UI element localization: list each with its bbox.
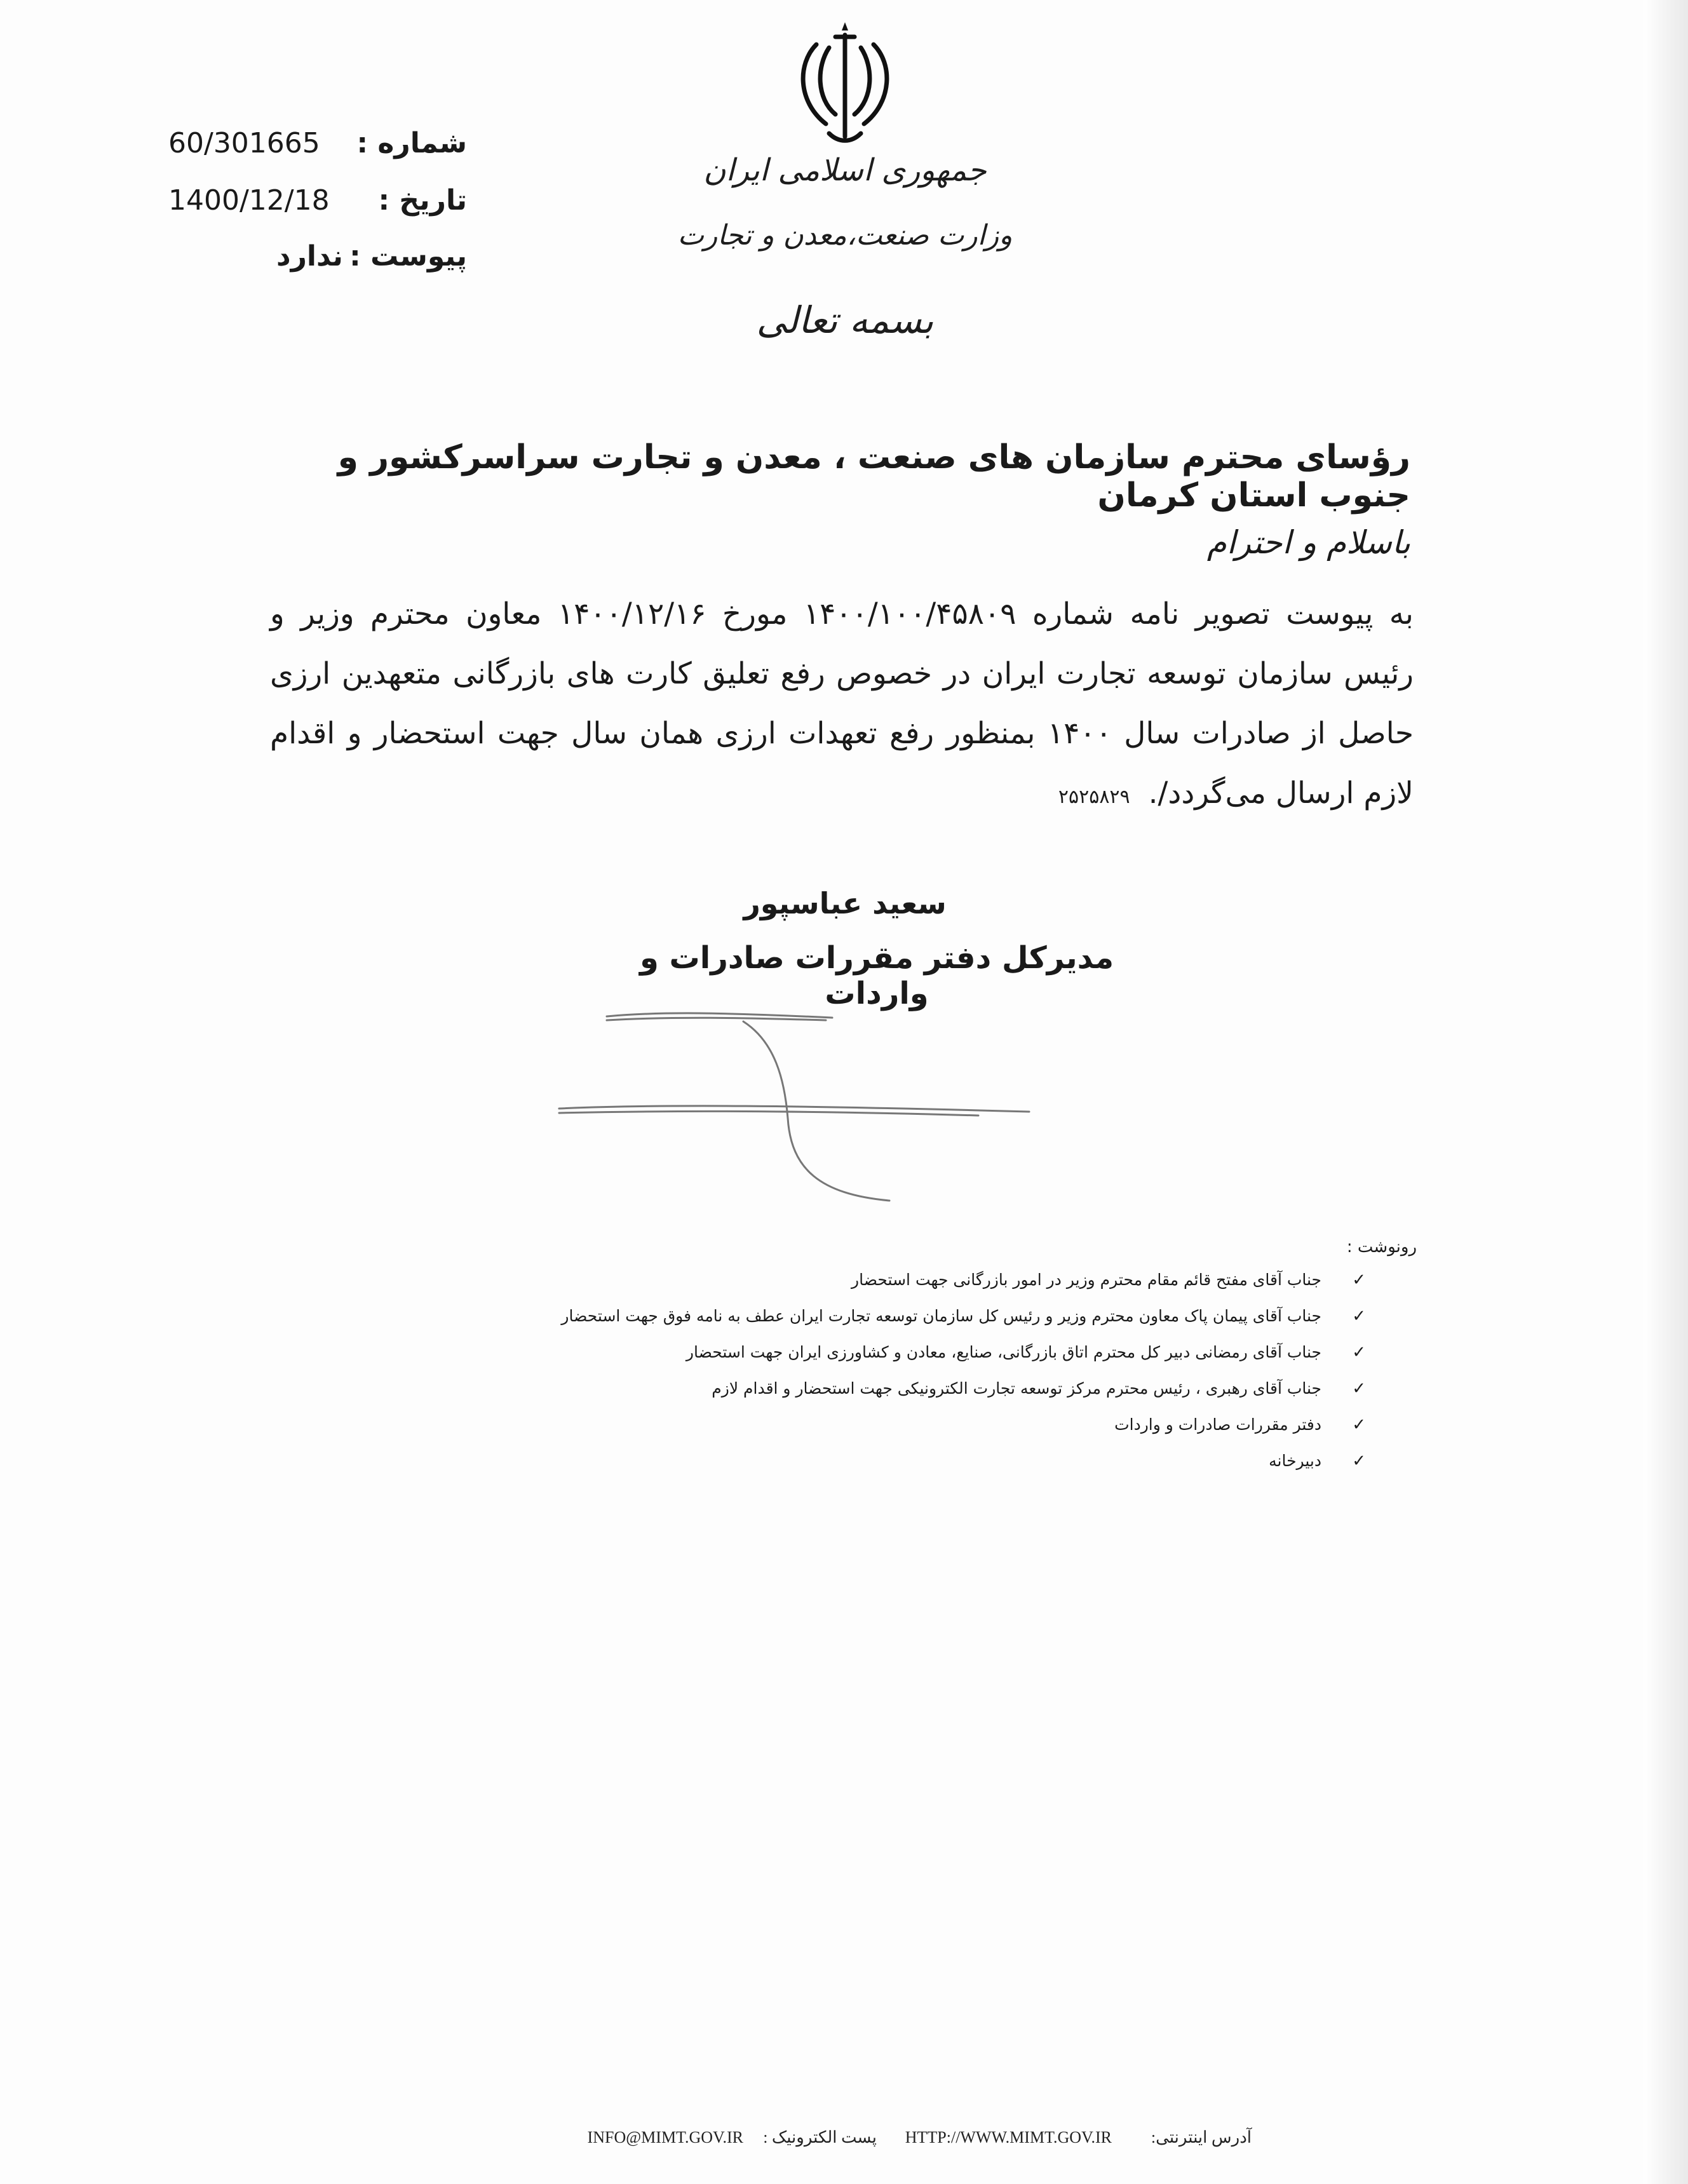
checkmark-icon: ✓ bbox=[1352, 1415, 1366, 1434]
cc-item bbox=[445, 1379, 1366, 1415]
letter-date-row bbox=[168, 184, 467, 229]
checkmark-icon: ✓ bbox=[1352, 1271, 1366, 1290]
checkmark-icon: ✓ bbox=[1352, 1307, 1366, 1326]
scan-edge-shadow bbox=[1644, 0, 1688, 2184]
cc-item-text: جناب آقای رهبری ، رئیس محترم مرکز توسعه تجارت الکترونیکی جهت استحضار و اقدام لازم bbox=[712, 1379, 1321, 1398]
body-text: به پیوست تصویر نامه شماره ۱۴۰۰/۱۰۰/۴۵۸۰۹ مورخ ۱۴۰۰/۱۲/۱۶ معاون محترم وزیر و رئیس سازمان توسعه تجارت ایران در خصوص رفع تعلیق کارت های بازرگانی متعهدین ارزی حاصل از صادرات سال ۱۴۰۰ بمنظور رفع تعهدات ارزی همان سال جهت استحضار و اقدام لازم ارسال می‌گردد/. bbox=[270, 597, 1414, 811]
cc-item-text: دبیرخانه bbox=[1269, 1452, 1321, 1470]
website-label: آدرس اینترنتی: bbox=[1151, 2128, 1252, 2147]
letter-number-row bbox=[168, 127, 467, 172]
letter-date: 1400/12/18 bbox=[168, 184, 330, 217]
attachment-value: ندارد bbox=[276, 240, 343, 273]
cc-item-text: جناب آقای پیمان پاک معاون محترم وزیر و رئیس کل سازمان توسعه تجارت ایران عطف به نامه فوق جهت استحضار bbox=[561, 1307, 1321, 1325]
email-label: پست الکترونیک : bbox=[763, 2128, 877, 2147]
checkmark-icon: ✓ bbox=[1352, 1343, 1366, 1362]
letterhead-invocation: بسمه تعالی bbox=[756, 299, 934, 342]
number-label: شماره : bbox=[356, 127, 467, 159]
signatory-name: سعید عباسپور bbox=[743, 886, 947, 920]
checkmark-icon: ✓ bbox=[1352, 1379, 1366, 1398]
cc-item-text: دفتر مقررات صادرات و واردات bbox=[1114, 1415, 1321, 1434]
checkmark-icon: ✓ bbox=[1352, 1452, 1366, 1471]
cc-item bbox=[445, 1415, 1366, 1452]
footer bbox=[464, 2128, 1252, 2154]
cc-item bbox=[445, 1343, 1366, 1379]
letterhead-country: جمهوری اسلامی ایران bbox=[703, 152, 987, 188]
cc-label: رونوشت : bbox=[1346, 1237, 1417, 1257]
signatory-title: مدیرکل دفتر مقررات صادرات و واردات bbox=[639, 940, 1114, 1011]
body-reference-number: ۲۵۲۵۸۲۹ bbox=[1058, 786, 1130, 808]
attachment-label: پیوست : bbox=[349, 240, 467, 273]
cc-item bbox=[445, 1271, 1366, 1307]
handwritten-signature bbox=[534, 1004, 1042, 1220]
website-link[interactable]: HTTP://WWW.MIMT.GOV.IR bbox=[905, 2128, 1112, 2147]
cc-list bbox=[445, 1271, 1366, 1488]
date-label: تاریخ : bbox=[378, 184, 467, 217]
iran-emblem-icon bbox=[791, 19, 899, 146]
greeting: باسلام و احترام bbox=[1206, 524, 1410, 561]
attachment-row bbox=[168, 240, 467, 285]
body-paragraph bbox=[270, 584, 1414, 827]
cc-item bbox=[445, 1307, 1366, 1343]
letterhead-ministry: وزارت صنعت،معدن و تجارت bbox=[677, 219, 1013, 252]
email-link[interactable]: INFO@MIMT.GOV.IR bbox=[587, 2128, 743, 2147]
cc-item-text: جناب آقای مفتح قائم مقام محترم وزیر در امور بازرگانی جهت استحضار bbox=[851, 1271, 1321, 1289]
letter-number: 60/301665 bbox=[168, 127, 320, 159]
recipient-line: رؤسای محترم سازمان های صنعت ، معدن و تجارت سراسرکشور و جنوب استان کرمان bbox=[337, 438, 1410, 515]
cc-item bbox=[445, 1452, 1366, 1488]
cc-item-text: جناب آقای رمضانی دبیر کل محترم اتاق بازرگانی، صنایع، معادن و کشاورزی ایران جهت استحضار bbox=[685, 1343, 1321, 1361]
